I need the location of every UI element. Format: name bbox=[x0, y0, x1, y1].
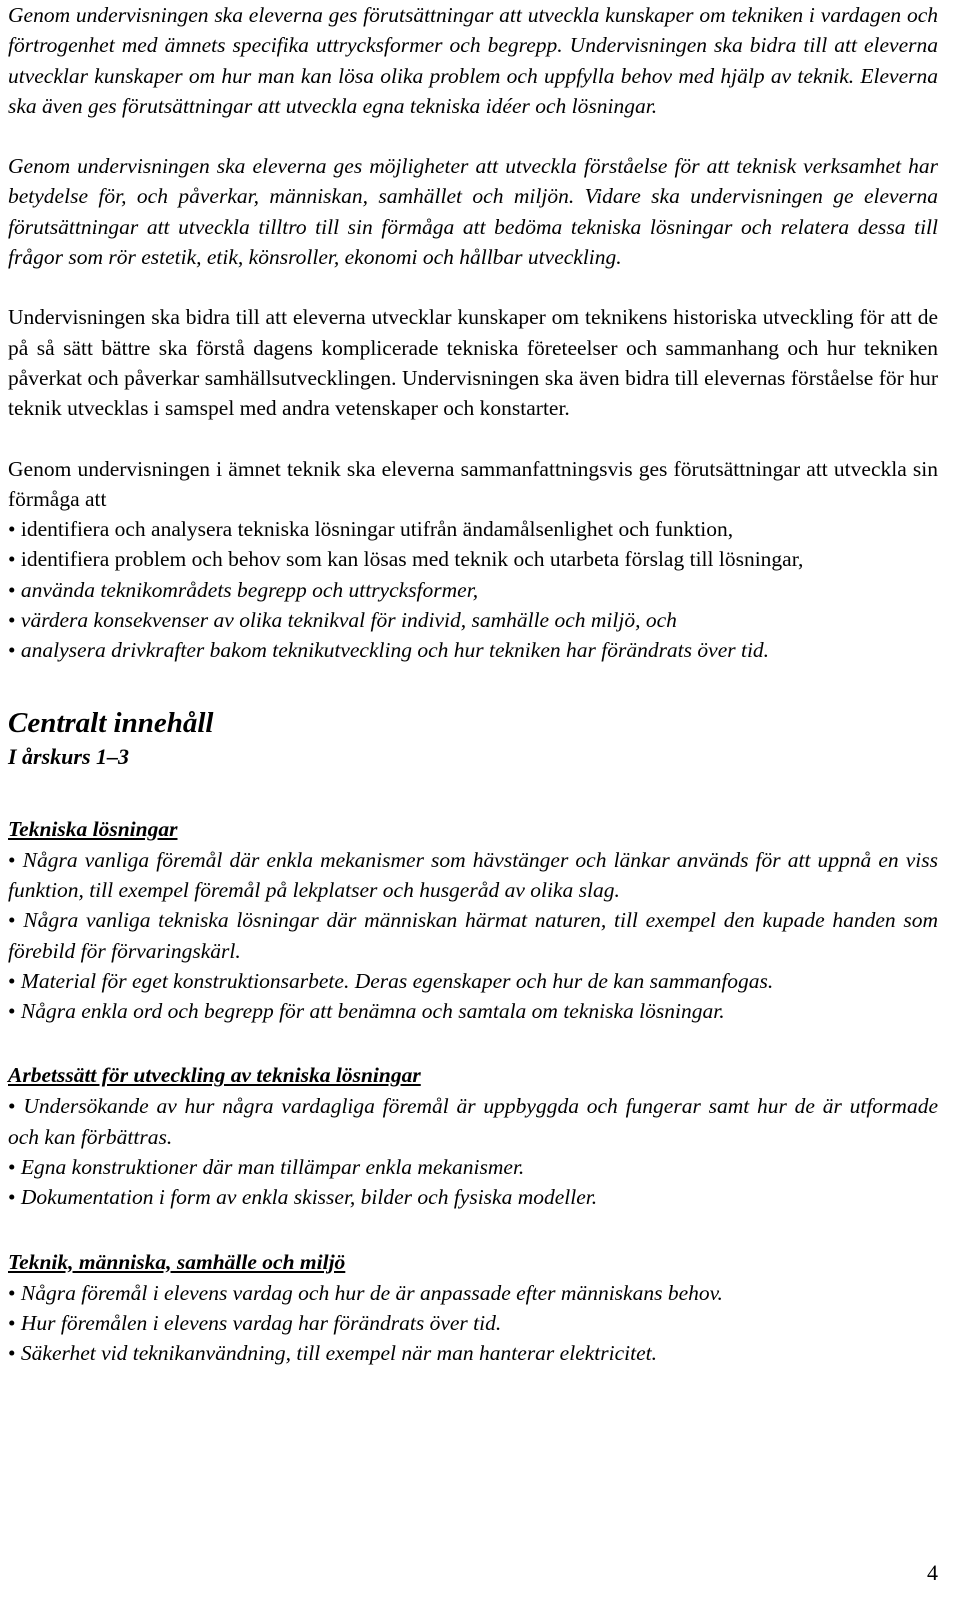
list-item: • Några vanliga föremål där enkla mekanismer som hävstänger och länkar används för att uppnå en viss funktion, till exempel föremål på lekplatser och husgeråd av olika slag. bbox=[8, 847, 939, 902]
bullet-icon: • bbox=[8, 908, 16, 933]
section-heading-technology-society: Teknik, människa, samhälle och miljö bbox=[8, 1249, 346, 1274]
bullet-icon: • bbox=[8, 1310, 16, 1335]
bullet-icon: • bbox=[8, 638, 16, 663]
list-item: • Dokumentation i form av enkla skisser, bilder och fysiska modeller. bbox=[8, 1185, 598, 1210]
ability-item: • analysera drivkrafter bakom teknikutveckling och hur tekniken har förändrats över tid. bbox=[8, 638, 770, 663]
bullet-icon: • bbox=[8, 1341, 16, 1366]
bullet-icon: • bbox=[8, 1094, 16, 1119]
list-item: • Några föremål i elevens vardag och hur de är anpassade efter människans behov. bbox=[8, 1280, 723, 1305]
list-item: • Egna konstruktioner där man tillämpar enkla mekanismer. bbox=[8, 1155, 525, 1180]
section-list-working-methods bbox=[8, 1091, 938, 1212]
bullet-icon: • bbox=[8, 547, 16, 572]
bullet-icon: • bbox=[8, 517, 16, 542]
list-item: • Material för eget konstruktionsarbete. Deras egenskaper och hur de kan sammanfogas. bbox=[8, 968, 774, 993]
page-number: 4 bbox=[927, 1560, 938, 1585]
abilities-list bbox=[8, 514, 938, 665]
bullet-icon: • bbox=[8, 999, 16, 1024]
section-list-technical-solutions bbox=[8, 845, 938, 1027]
list-item: • Säkerhet vid teknikanvändning, till exempel när man hanterar elektricitet. bbox=[8, 1341, 657, 1366]
bullet-icon: • bbox=[8, 577, 16, 602]
ability-item: • identifiera problem och behov som kan lösas med teknik och utarbeta förslag till lösningar, bbox=[8, 547, 804, 572]
document-page bbox=[8, 0, 938, 1369]
list-item: • Undersökande av hur några vardagliga föremål är uppbyggda och fungerar samt hur de är utformade och kan förbättras. bbox=[8, 1094, 938, 1149]
section-heading-working-methods: Arbetssätt för utveckling av tekniska lösningar bbox=[8, 1063, 421, 1088]
grade-heading: I årskurs 1–3 bbox=[8, 743, 130, 769]
list-item: • Hur föremålen i elevens vardag har förändrats över tid. bbox=[8, 1310, 502, 1335]
bullet-icon: • bbox=[8, 847, 16, 872]
bullet-icon: • bbox=[8, 1155, 16, 1180]
section-heading-technical-solutions: Tekniska lösningar bbox=[8, 816, 178, 841]
intro-paragraph-2: Genom undervisningen ska eleverna ges möjligheter att utveckla förståelse för att teknisk verksamhet har betydelse för, och påverkar, människan, samhället och miljön. Vidare ska undervisningen ge eleverna förutsättningar att utveckla tilltro till sin förmåga att bedöma tekniska lösningar och relatera dessa till frågor som rör estetik, etik, könsroller, ekonomi och hållbar utveckling. bbox=[8, 154, 938, 270]
section-list-technology-society bbox=[8, 1278, 938, 1369]
intro-paragraph-4: Genom undervisningen i ämnet teknik ska eleverna sammanfattningsvis ges förutsättningar att utveckla sin förmåga att bbox=[8, 456, 938, 511]
bullet-icon: • bbox=[8, 608, 16, 633]
intro-paragraph-1: Genom undervisningen ska eleverna ges förutsättningar att utveckla kunskaper om tekniken i vardagen och förtrogenhet med ämnets specifika uttrycksformer och begrepp. Undervisningen ska bidra till att eleverna utvecklar kunskaper om hur man kan lösa olika problem och uppfylla behov med hjälp av teknik. Eleverna ska även ges förutsättningar att utveckla egna tekniska idéer och lösningar. bbox=[8, 3, 938, 118]
list-item: • Några enkla ord och begrepp för att benämna och samtala om tekniska lösningar. bbox=[8, 999, 725, 1024]
ability-item: • använda teknikområdets begrepp och uttrycksformer, bbox=[8, 577, 479, 602]
bullet-icon: • bbox=[8, 968, 16, 993]
bullet-icon: • bbox=[8, 1280, 16, 1305]
bullet-icon: • bbox=[8, 1185, 16, 1210]
list-item: • Några vanliga tekniska lösningar där människan härmat naturen, till exempel den kupade handen som förebild för förvaringskärl. bbox=[8, 908, 938, 963]
central-content-title: Centralt innehåll bbox=[8, 706, 214, 739]
ability-item: • identifiera och analysera tekniska lösningar utifrån ändamålsenlighet och funktion, bbox=[8, 517, 734, 542]
ability-item: • värdera konsekvenser av olika teknikval för individ, samhälle och miljö, och bbox=[8, 608, 677, 633]
intro-paragraph-3: Undervisningen ska bidra till att eleverna utvecklar kunskaper om teknikens historiska utveckling för att de på så sätt bättre ska förstå dagens komplicerade tekniska företeelser och sammanhang och hur tekniken påverkat och påverkar samhällsutvecklingen. Undervisningen ska även bidra till elevernas förståelse för hur teknik utvecklas i samspel med andra vetenskaper och konstarter. bbox=[8, 305, 938, 421]
